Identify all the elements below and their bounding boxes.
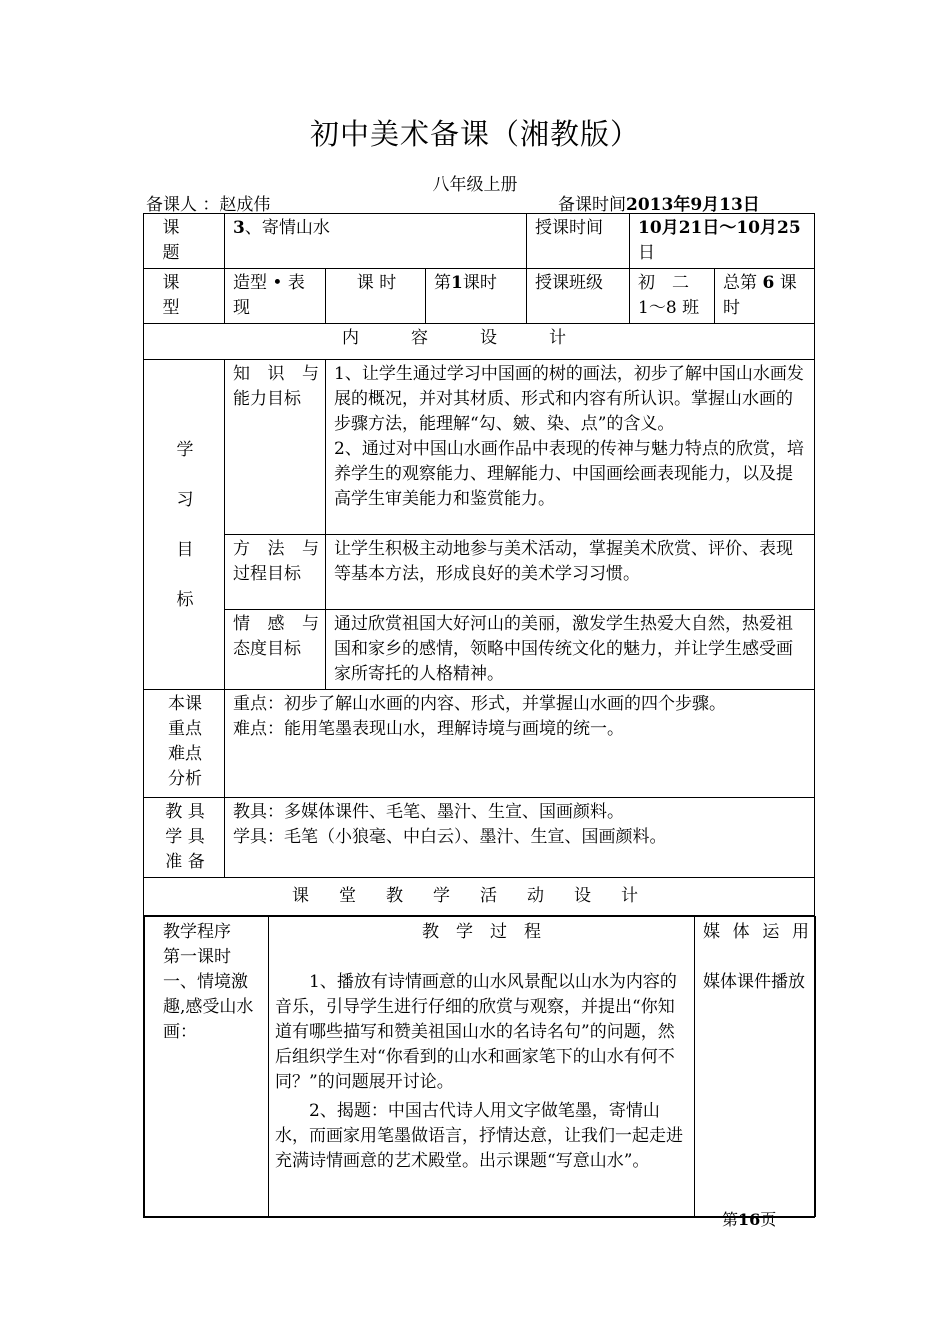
procedure-process: 教 学 过 程 1、播放有诗情画意的山水风景配以山水为内容的音乐，引导学生进行仔细的欣赏与观察，并提出“你知道有哪些描写和赞美祖国山水的名诗名句”的问题，然后组织学生对“你看到的山水和画家笔下的山水有何不同？”的问题展开讨论。 2、揭题：中国古代诗人用文字做笔墨，寄情山水，而画家用笔墨做语言，抒情达意，让我们一起走进充满诗情画意的艺术殿堂。出示课题“写意山水”。 — [269, 917, 695, 1217]
activity-design-heading: 课堂教学活动设计 — [144, 878, 815, 916]
content-design-heading: 内容设计 — [144, 324, 815, 360]
procedure-table — [144, 916, 816, 1217]
emotion-text: 通过欣赏祖国大好河山的美丽，激发学生热爱大自然，热爱祖国和家乡的感情，领略中国传统文化的魅力，并让学生感受画家所寄托的人格精神。 — [326, 610, 815, 690]
knowledge-goal-row — [144, 360, 815, 535]
preparer-label: 备课人 ： — [146, 195, 220, 215]
key-points-row — [144, 690, 815, 798]
hours-label: 课 时 — [326, 269, 426, 324]
lesson-plan-table — [143, 213, 815, 1218]
page-number: 第16页 — [722, 1210, 777, 1229]
activity-design-row — [144, 878, 815, 916]
content-design-row — [144, 324, 815, 360]
preparer-line — [146, 190, 270, 215]
class-label: 授课班级 — [527, 269, 630, 324]
type-value: 造型 • 表现 — [225, 269, 326, 324]
type-label: 课型 — [144, 269, 225, 324]
document-subtitle: 八年级上册 — [432, 175, 518, 195]
topic-row — [144, 214, 815, 269]
total-lessons: 总第 6 课 时 — [715, 269, 815, 324]
topic-label: 课题 — [144, 214, 225, 269]
procedure-row — [144, 916, 815, 1218]
teach-time-value: 10月21日～10月25 日 — [630, 214, 815, 269]
procedure-media: 媒体运用 媒体课件播放 — [695, 917, 816, 1217]
procedure-steps: 教学程序 第一课时 一、情境激趣,感受山水画： — [145, 917, 269, 1217]
method-label: 方法与 过程目标 — [225, 535, 326, 610]
prep-date-line — [558, 190, 760, 215]
knowledge-label: 知识与 能力目标 — [225, 360, 326, 535]
document-title: 初中美术备课（湘教版） — [309, 117, 640, 151]
emotion-goal-row — [144, 610, 815, 690]
emotion-label: 情感与 态度目标 — [225, 610, 326, 690]
tools-label: 教 具 学 具 准 备 — [144, 798, 225, 878]
method-text: 让学生积极主动地参与美术活动，掌握美术欣赏、评价、表现等基本方法，形成良好的美术学习习惯。 — [326, 535, 815, 610]
tools-text: 教具：多媒体课件、毛笔、墨汁、生宣、国画颜料。 学具：毛笔（小狼毫、中白云）、墨汁、生宣、国画颜料。 — [225, 798, 815, 878]
method-goal-row — [144, 535, 815, 610]
hours-value: 第1课时 — [426, 269, 527, 324]
type-row — [144, 269, 815, 324]
knowledge-text: 1、让学生通过学习中国画的树的画法，初步了解中国山水画发展的概况，并对其材质、形式和内容有所认识。掌握山水画的步骤方法，能理解“勾、皴、染、点”的含义。 2、通过对中国山水画作品中表现的传神与魅力特点的欣赏，培养学生的观察能力、理解能力、中国画绘画表现能力，以及提高学生审美能力和鉴赏能力。 — [326, 360, 815, 535]
prep-date-value: 2013年9月13日 — [626, 195, 760, 215]
class-value: 初 二 1～8 班 — [630, 269, 715, 324]
goals-label: 学 习 目 标 — [144, 360, 225, 690]
tools-row — [144, 798, 815, 878]
prep-date-label: 备课时间 — [558, 195, 626, 215]
key-points-label: 本课 重点 难点 分析 — [144, 690, 225, 798]
teach-time-label: 授课时间 — [527, 214, 630, 269]
topic-value: 3、寄情山水 — [225, 214, 527, 269]
key-points-text: 重点：初步了解山水画的内容、形式，并掌握山水画的四个步骤。 难点：能用笔墨表现山水，理解诗境与画境的统一。 — [225, 690, 815, 798]
preparer-name: 赵成伟 — [219, 195, 271, 215]
